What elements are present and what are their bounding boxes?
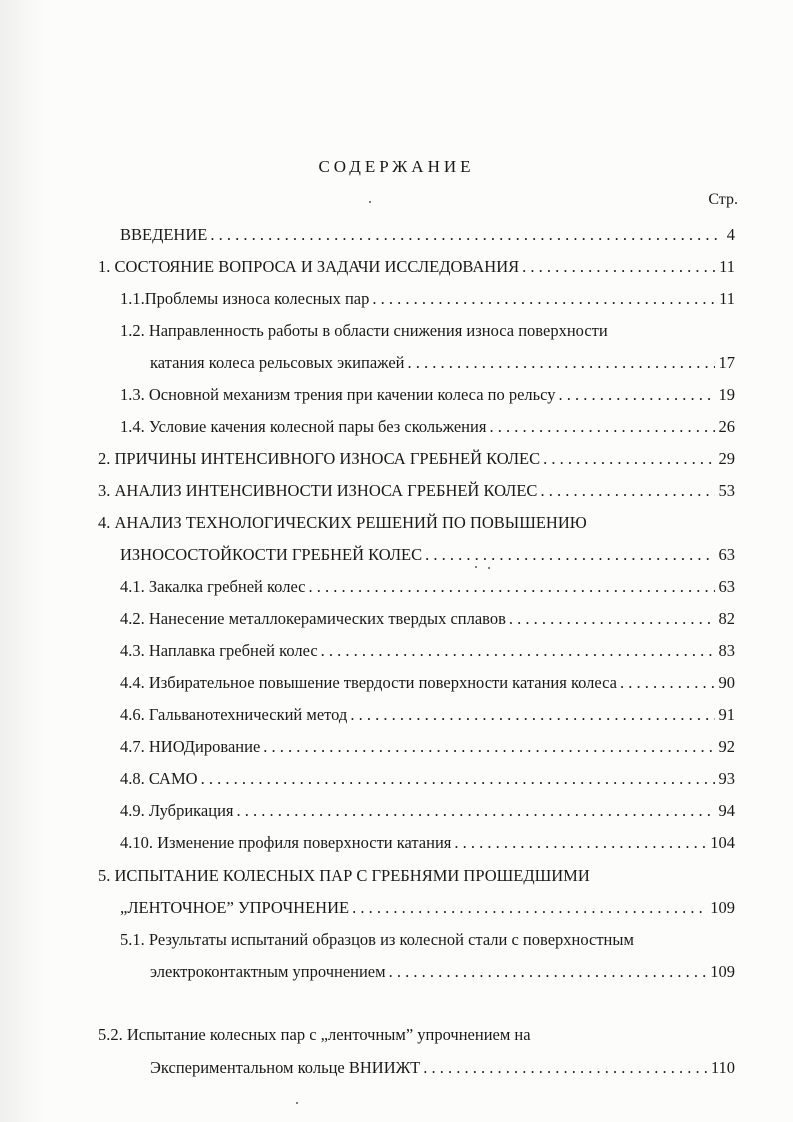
toc-entry-4-8 bbox=[120, 768, 735, 790]
toc-entry-title: 1.1.Проблемы износа колесных пар bbox=[120, 289, 370, 308]
toc-entry-page: 110 bbox=[710, 1058, 735, 1077]
toc-entry-1-2-line2 bbox=[150, 352, 735, 374]
toc-entry-chapter-1 bbox=[98, 256, 735, 278]
toc-entry-4-1 bbox=[120, 576, 735, 598]
toc-entry-title: 4.6. Гальванотехнический метод bbox=[120, 705, 348, 724]
toc-entry-page: 83 bbox=[718, 641, 735, 660]
leader-dots bbox=[201, 768, 715, 790]
leader-dots bbox=[543, 448, 714, 470]
toc-entry-page: 90 bbox=[718, 673, 735, 692]
scan-speck bbox=[488, 567, 490, 569]
leader-dots bbox=[540, 480, 714, 502]
toc-entry-page: 29 bbox=[718, 449, 735, 468]
toc-entry-page: 26 bbox=[718, 417, 735, 436]
toc-entry-page: 91 bbox=[718, 705, 735, 724]
toc-entry-chapter-4-line1: 4. АНАЛИЗ ТЕХНОЛОГИЧЕСКИХ РЕШЕНИЙ ПО ПОВЫШЕНИЮ bbox=[98, 513, 587, 532]
leader-dots bbox=[489, 416, 714, 438]
toc-entry-page: 19 bbox=[718, 385, 735, 404]
toc-entry-1-2-line1: 1.2. Направленность работы в области снижения износа поверхности bbox=[120, 321, 608, 340]
toc-entry-5-2-line2 bbox=[150, 1057, 735, 1079]
toc-entry-chapter-5-line1: 5. ИСПЫТАНИЕ КОЛЕСНЫХ ПАР С ГРЕБНЯМИ ПРОШЕДШИМИ bbox=[98, 866, 590, 885]
leader-dots bbox=[408, 352, 715, 374]
toc-entry-5-1-line2 bbox=[150, 961, 735, 983]
leader-dots bbox=[372, 288, 715, 310]
toc-entry-title: 4.10. Изменение профиля поверхности катания bbox=[120, 833, 452, 852]
toc-entry-page: 109 bbox=[710, 898, 735, 917]
leader-dots bbox=[425, 544, 714, 566]
toc-entry-title: ВВЕДЕНИЕ bbox=[120, 225, 208, 244]
toc-entry-title: Экспериментальном кольце ВНИИЖТ bbox=[150, 1058, 421, 1077]
toc-entry-1-4 bbox=[120, 416, 735, 438]
toc-entry-4-9 bbox=[120, 800, 735, 822]
leader-dots bbox=[509, 608, 715, 630]
toc-entry-page: 11 bbox=[719, 289, 735, 308]
page-column-label: Стр. bbox=[708, 191, 738, 208]
toc-entry-page: 53 bbox=[718, 481, 735, 500]
toc-entry-4-4 bbox=[120, 672, 735, 694]
toc-entry-title: 4.1. Закалка гребней колес bbox=[120, 577, 306, 596]
leader-dots bbox=[454, 832, 706, 854]
scan-speck bbox=[475, 566, 477, 568]
toc-entry-title: 4.3. Наплавка гребней колес bbox=[120, 641, 318, 660]
toc-entry-introduction bbox=[120, 224, 735, 246]
toc-entry-1-1 bbox=[120, 288, 735, 310]
leader-dots bbox=[620, 672, 715, 694]
toc-entry-chapter-3 bbox=[98, 480, 735, 502]
toc-entry-page: 109 bbox=[710, 962, 735, 981]
toc-entry-title: 2. ПРИЧИНЫ ИНТЕНСИВНОГО ИЗНОСА ГРЕБНЕЙ КОЛЕС bbox=[98, 449, 541, 468]
leader-dots bbox=[522, 256, 715, 278]
toc-entry-chapter-2 bbox=[98, 448, 735, 470]
toc-entry-title: „ЛЕНТОЧНОЕ” УПРОЧНЕНИЕ bbox=[120, 898, 350, 917]
toc-entry-title: катания колеса рельсовых экипажей bbox=[150, 353, 405, 372]
toc-entry-title: 4.7. НИОДирование bbox=[120, 737, 261, 756]
leader-dots bbox=[237, 800, 715, 822]
scan-speck bbox=[369, 201, 371, 203]
toc-entry-title: 4.8. САМО bbox=[120, 769, 198, 788]
toc-entry-page: 92 bbox=[718, 737, 735, 756]
page-title: СОДЕРЖАНИЕ bbox=[318, 157, 475, 176]
toc-entry-page: 63 bbox=[718, 577, 735, 596]
toc-entry-4-6 bbox=[120, 704, 735, 726]
toc-entry-title: ИЗНОСОСТОЙКОСТИ ГРЕБНЕЙ КОЛЕС bbox=[120, 545, 423, 564]
leader-dots bbox=[389, 961, 707, 983]
toc-entry-title: 1. СОСТОЯНИЕ ВОПРОСА И ЗАДАЧИ ИССЛЕДОВАНИЯ bbox=[98, 257, 520, 276]
toc-entry-page: 4 bbox=[726, 225, 735, 244]
leader-dots bbox=[423, 1057, 707, 1079]
toc-entry-chapter-4-line2 bbox=[120, 544, 735, 566]
toc-entry-page: 104 bbox=[710, 833, 735, 852]
toc-entry-5-2-line1: 5.2. Испытание колесных пар с „ленточным” упрочнением на bbox=[98, 1025, 531, 1044]
toc-entry-title: 1.4. Условие качения колесной пары без скольжения bbox=[120, 417, 487, 436]
leader-dots bbox=[309, 576, 715, 598]
toc-entry-page: 63 bbox=[718, 545, 735, 564]
toc-entry-title: 4.9. Лубрикация bbox=[120, 801, 234, 820]
toc-entry-title: электроконтактным упрочнением bbox=[150, 962, 386, 981]
toc-entry-page: 93 bbox=[718, 769, 735, 788]
leader-dots bbox=[559, 384, 715, 406]
leader-dots bbox=[352, 897, 706, 919]
toc-entry-1-3 bbox=[120, 384, 735, 406]
leader-dots bbox=[321, 640, 715, 662]
toc-entry-page: 17 bbox=[718, 353, 735, 372]
toc-entry-title: 4.4. Избирательное повышение твердости поверхности катания колеса bbox=[120, 673, 617, 692]
toc-entry-4-2 bbox=[120, 608, 735, 630]
toc-entry-title: 4.2. Нанесение металлокерамических твердых сплавов bbox=[120, 609, 506, 628]
toc-entry-page: 94 bbox=[718, 801, 735, 820]
toc-entry-title: 3. АНАЛИЗ ИНТЕНСИВНОСТИ ИЗНОСА ГРЕБНЕЙ КОЛЕС bbox=[98, 481, 538, 500]
scan-speck bbox=[296, 1102, 298, 1104]
toc-entry-title: 1.3. Основной механизм трения при качении колеса по рельсу bbox=[120, 385, 556, 404]
leader-dots bbox=[210, 224, 722, 246]
toc-entry-4-7 bbox=[120, 736, 735, 758]
toc-entry-4-10 bbox=[120, 832, 735, 854]
toc-entry-4-3 bbox=[120, 640, 735, 662]
leader-dots bbox=[350, 704, 714, 726]
leader-dots bbox=[263, 736, 714, 758]
toc-entry-chapter-5-line2 bbox=[120, 897, 735, 919]
toc-entry-page: 82 bbox=[718, 609, 735, 628]
toc-entry-page: 11 bbox=[719, 257, 735, 276]
toc-entry-5-1-line1: 5.1. Результаты испытаний образцов из колесной стали с поверхностным bbox=[120, 930, 634, 949]
